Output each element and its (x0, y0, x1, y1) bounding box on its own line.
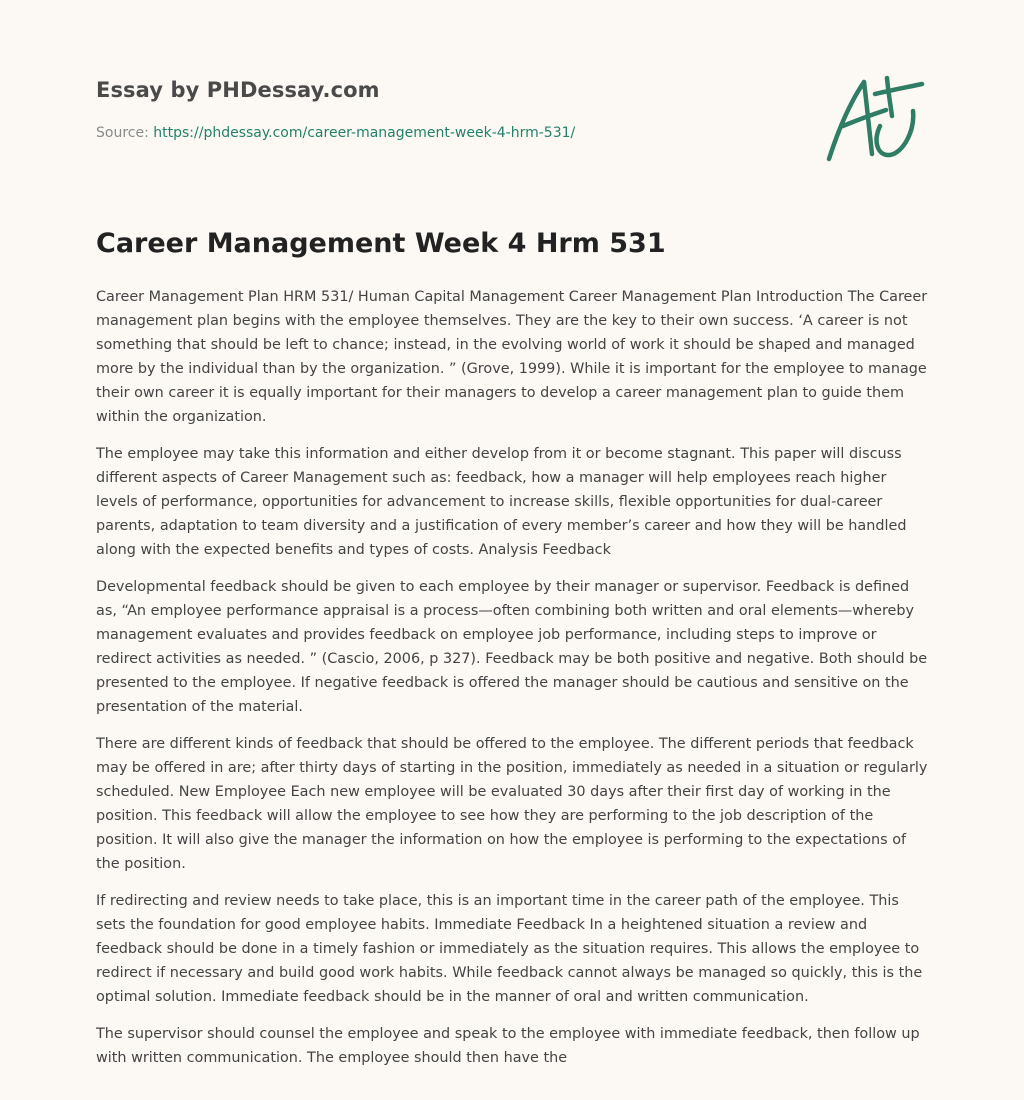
paragraph: There are different kinds of feedback that should be offered to the employee. The different periods that feedback may be offered in are; after thirty days of starting in the position, immediately as needed in a situation or regularly scheduled. New Employee Each new employee will be evaluated 30 days after their first day of working in the position. This feedback will allow the employee to see how they are performing to the job description of the position. It will also give the manager the information on how the employee is performing to the expectations of the position. (96, 736, 928, 872)
site-brand: Essay by PHDessay.com (96, 78, 380, 102)
header (96, 76, 796, 141)
source-line (96, 124, 575, 142)
paragraph: Developmental feedback should be given to each employee by their manager or supervisor. Feedback is defined as, “An employee performance appraisal is a process—often combining both written and oral elements—whereby management evaluates and provides feedback on employee job performance, including steps to improve or redirect activities as needed. ” (Cascio, 2006, p 327). Feedback may be both positive and negative. Both should be presented to the employee. If negative feedback is offered the manager should be cautious and sensitive on the presentation of the material. (96, 579, 928, 715)
source-link[interactable]: https://phdessay.com/career-management-week-4-hrm-531/ (153, 125, 576, 141)
paragraph: If redirecting and review needs to take place, this is an important time in the career path of the employee. This sets the foundation for good employee habits. Immediate Feedback In a heightened situation a review and feedback should be done in a timely fashion or immediately as the situation requires. This allows the employee to redirect if necessary and build good work habits. While feedback cannot always be managed so quickly, this is the optimal solution. Immediate feedback should be in the manner of oral and written communication. (96, 893, 923, 1005)
paragraph: The supervisor should counsel the employee and speak to the employee with immediate feedback, then follow up with written communication. The employee should then have the (96, 1026, 920, 1066)
a-plus-grade-icon (820, 66, 930, 166)
article-title: Career Management Week 4 Hrm 531 (96, 228, 666, 259)
paragraph: The employee may take this information and either develop from it or become stagnant. This paper will discuss different aspects of Career Management such as: feedback, how a manager will help employees reach higher levels of performance, opportunities for advancement to increase skills, flexible opportunities for dual-career parents, adaptation to team diversity and a justification of every member’s career and how they will be handled along with the expected benefits and types of costs. Analysis Feedback (96, 446, 907, 558)
article-body (96, 285, 930, 1083)
paragraph: Career Management Plan HRM 531/ Human Capital Management Career Management Plan Introduction The Career management plan begins with the employee themselves. They are the key to their own success. ‘A career is not something that should be left to chance; instead, in the evolving world of work it should be shaped and managed more by the individual than by the organization. ” (Grove, 1999). While it is important for the employee to manage their own career it is equally important for their managers to develop a career management plan to guide them within the organization. (96, 289, 928, 425)
source-label: Source: (96, 125, 154, 141)
